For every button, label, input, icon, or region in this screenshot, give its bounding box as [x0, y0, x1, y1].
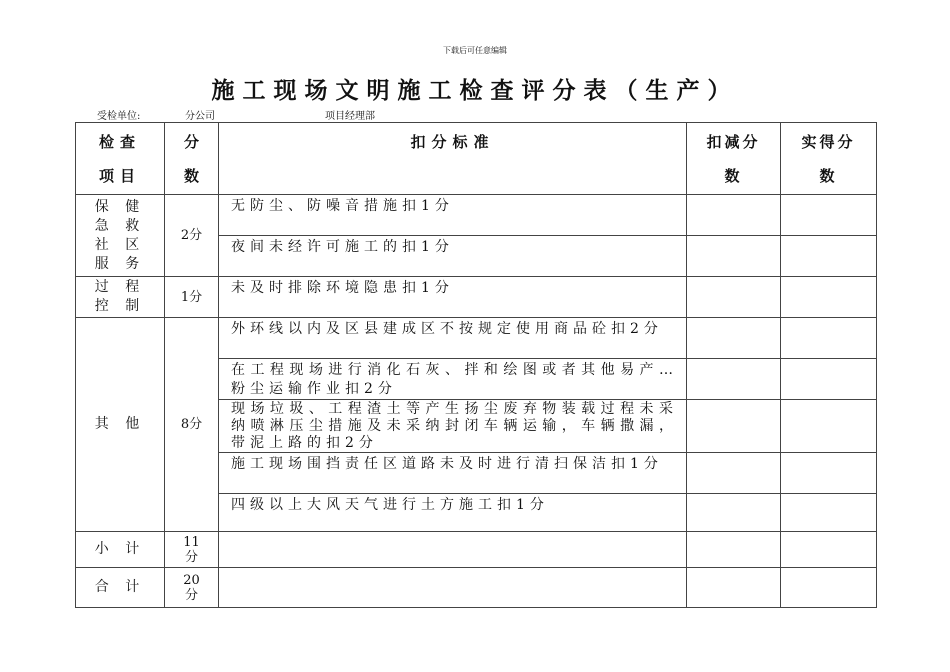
- header-item: 检查 项目: [76, 123, 165, 195]
- actual-cell[interactable]: [781, 532, 877, 568]
- criteria-cell: 未及时排除环境隐患扣1分: [219, 277, 687, 318]
- subtotal-score: 11分: [165, 532, 219, 568]
- inspected-unit-label: 受检单位:: [97, 111, 141, 122]
- deduct-cell[interactable]: [687, 532, 781, 568]
- total-score: 20分: [165, 568, 219, 608]
- score-cell: 8分: [165, 318, 219, 532]
- table-row: [76, 318, 877, 359]
- item-health-cell: 保 健 急 救 社 区 服 务: [76, 195, 165, 277]
- actual-cell[interactable]: [781, 277, 877, 318]
- deduct-cell[interactable]: [687, 277, 781, 318]
- subtotal-criteria-cell: [219, 532, 687, 568]
- criteria-cell: 无防尘、防噪音措施扣1分: [219, 195, 687, 236]
- score-cell: 2分: [165, 195, 219, 277]
- deduct-cell[interactable]: [687, 195, 781, 236]
- table-row: [76, 195, 877, 236]
- deduct-cell[interactable]: [687, 494, 781, 532]
- deduct-cell[interactable]: [687, 236, 781, 277]
- criteria-cell: 施工现场围挡责任区道路未及时进行清扫保洁扣1分: [219, 453, 687, 494]
- criteria-cell: 外环线以内及区县建成区不按规定使用商品砼扣2分: [219, 318, 687, 359]
- table-row: [76, 277, 877, 318]
- actual-cell[interactable]: [781, 453, 877, 494]
- actual-cell[interactable]: [781, 195, 877, 236]
- header-criteria: 扣分标准: [219, 123, 687, 195]
- criteria-cell: 四级以上大风天气进行土方施工扣1分: [219, 494, 687, 532]
- header-deduct: 扣减分 数: [687, 123, 781, 195]
- deduct-cell[interactable]: [687, 568, 781, 608]
- actual-cell[interactable]: [781, 400, 877, 453]
- deduct-cell[interactable]: [687, 453, 781, 494]
- criteria-cell: 现场垃圾、工程渣土等产生扬尘废弃物装载过程未采纳喷淋压尘措施及未采纳封闭车辆运输，车辆撒漏，带泥上路的扣2分: [219, 400, 687, 453]
- actual-cell[interactable]: [781, 568, 877, 608]
- download-note: 下载后可任意编辑: [443, 46, 507, 55]
- score-table: [75, 122, 877, 608]
- header-row: [76, 123, 877, 195]
- actual-cell[interactable]: [781, 318, 877, 359]
- total-row: [76, 568, 877, 608]
- item-process-cell: 过 程 控 制: [76, 277, 165, 318]
- score-cell: 1分: [165, 277, 219, 318]
- subtotal-label: 小 计: [76, 532, 165, 568]
- total-criteria-cell: [219, 568, 687, 608]
- deduct-cell[interactable]: [687, 400, 781, 453]
- subtotal-row: [76, 532, 877, 568]
- deduct-cell[interactable]: [687, 359, 781, 400]
- page-title: 施工现场文明施工检查评分表（生产）: [211, 77, 739, 104]
- criteria-cell: 夜间未经许可施工的扣1分: [219, 236, 687, 277]
- header-score: 分 数: [165, 123, 219, 195]
- actual-cell[interactable]: [781, 494, 877, 532]
- deduct-cell[interactable]: [687, 318, 781, 359]
- project-dept-text: 项目经理部: [325, 111, 375, 122]
- actual-cell[interactable]: [781, 359, 877, 400]
- total-label: 合 计: [76, 568, 165, 608]
- criteria-cell: 在工程现场进行消化石灰、拌和绘图或者其他易产… 粉尘运输作业扣2分: [219, 359, 687, 400]
- actual-cell[interactable]: [781, 236, 877, 277]
- branch-company-text: 分公司: [185, 111, 215, 122]
- item-other-cell: 其 他: [76, 318, 165, 532]
- header-actual: 实得分 数: [781, 123, 877, 195]
